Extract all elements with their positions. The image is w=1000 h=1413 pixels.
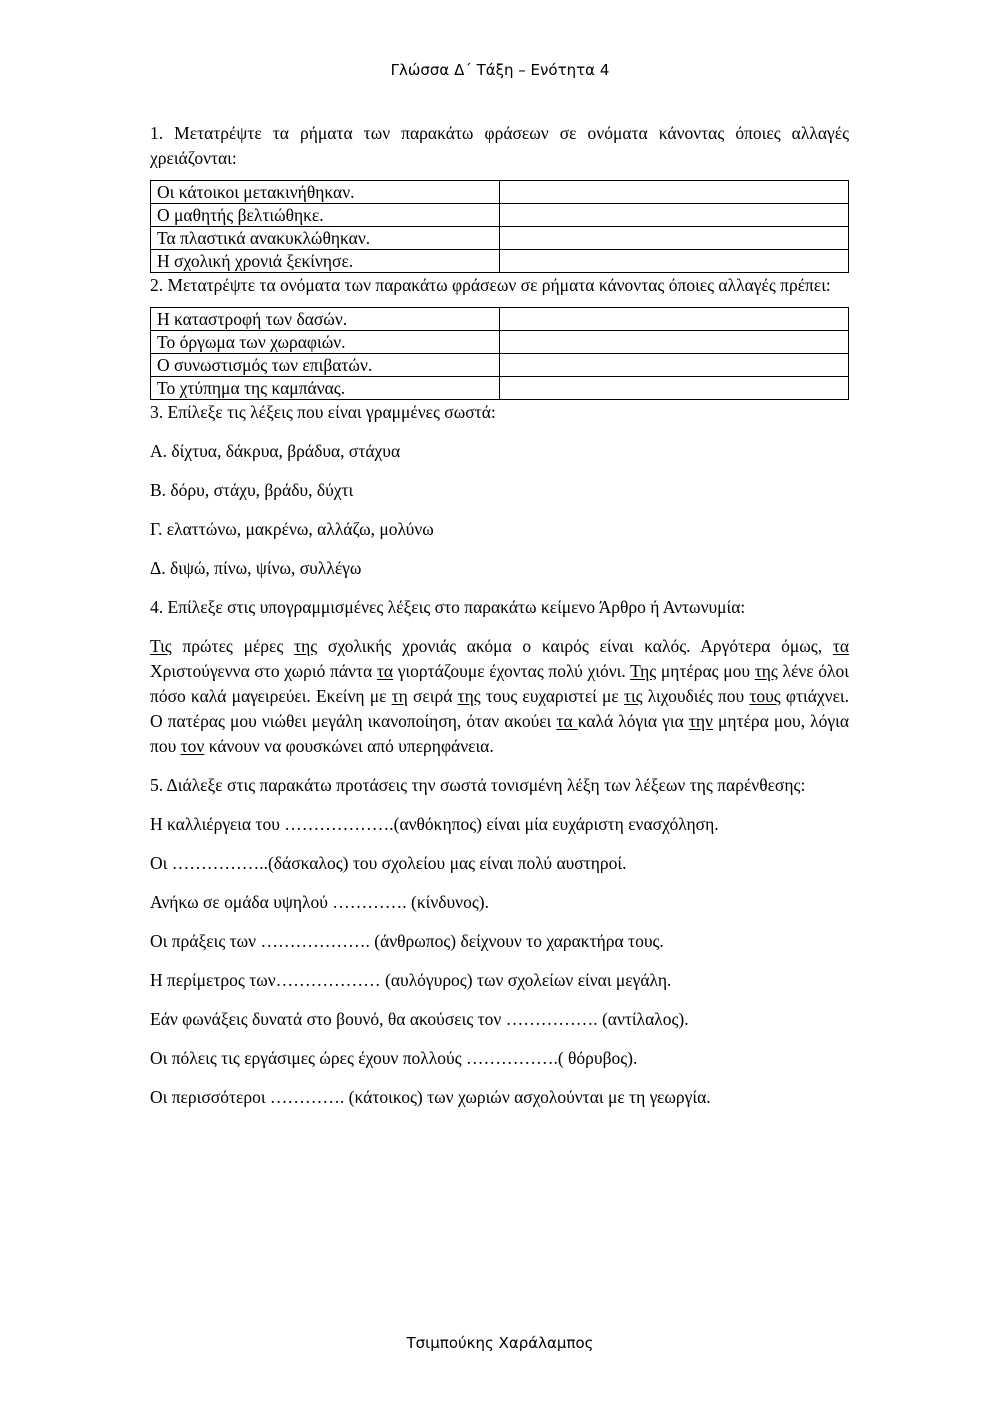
exercise-1-table bbox=[150, 180, 849, 273]
page-header: Γλώσσα Δ΄ Τάξη – Ενότητα 4 bbox=[390, 61, 610, 79]
phrase-cell: Η σχολική χρονιά ξεκίνησε. bbox=[151, 250, 500, 273]
exercise-3-option-b[interactable]: Β. δόρυ, στάχυ, βράδυ, δύχτι bbox=[150, 480, 354, 500]
table-row bbox=[151, 227, 849, 250]
passage-text: τους ευχαριστεί με bbox=[480, 686, 624, 706]
passage-text: μητέρα μου, λόγια που bbox=[150, 711, 849, 756]
underlined-word[interactable]: τα bbox=[832, 636, 850, 656]
exercise-5-instruction: 5. Διάλεξε στις παρακάτω προτάσεις την σωστά τονισμένη λέξη των λέξεων της παρένθεσης: bbox=[150, 775, 806, 795]
phrase-cell: Οι κάτοικοι μετακινήθηκαν. bbox=[151, 181, 500, 204]
passage-text: μητέρας μου bbox=[656, 661, 755, 681]
phrase-cell: Ο συνωστισμός των επιβατών. bbox=[151, 354, 500, 377]
answer-cell[interactable] bbox=[500, 354, 849, 377]
exercise-2-table bbox=[150, 307, 849, 400]
passage-text: κάνουν να φουσκώνει από υπερηφάνεια. bbox=[204, 736, 494, 756]
passage-text: λιχουδιές που bbox=[642, 686, 750, 706]
answer-cell[interactable] bbox=[500, 308, 849, 331]
underlined-word[interactable]: της bbox=[457, 686, 481, 706]
underlined-word[interactable]: Τις bbox=[150, 636, 172, 656]
page-footer: Τσιμπούκης Χαράλαμπος bbox=[406, 1334, 594, 1352]
exercise-2-instruction: 2. Μετατρέψτε τα ονόματα των παρακάτω φράσεων σε ρήματα κάνοντας όποιες αλλαγές πρέπει: bbox=[150, 275, 831, 295]
phrase-cell: Η καταστροφή των δασών. bbox=[151, 308, 500, 331]
table-row bbox=[151, 181, 849, 204]
underlined-word[interactable]: της bbox=[294, 636, 318, 656]
exercise-3-instruction: 3. Επίλεξε τις λέξεις που είναι γραμμένες σωστά: bbox=[150, 402, 496, 422]
phrase-cell: Τα πλαστικά ανακυκλώθηκαν. bbox=[151, 227, 500, 250]
exercise-5-sentence: Εάν φωνάξεις δυνατά στο βουνό, θα ακούσεις τον ……………. (αντίλαλος). bbox=[150, 1009, 689, 1029]
exercise-5-sentence: Ανήκω σε ομάδα υψηλού …………. (κίνδυνος). bbox=[150, 892, 489, 912]
exercise-5-sentence: Η περίμετρος των……………… (αυλόγυρος) των σχολείων είναι μεγάλη. bbox=[150, 970, 672, 990]
underlined-word[interactable]: τον bbox=[180, 736, 205, 756]
passage-text: φτιάχνει. Ο πατέρας μου νιώθει μεγάλη ικανοποίηση, όταν ακούει bbox=[150, 686, 849, 731]
answer-cell[interactable] bbox=[500, 250, 849, 273]
exercise-3-option-c[interactable]: Γ. ελαττώνω, μακρένω, αλλάζω, μολύνω bbox=[150, 519, 434, 539]
passage-text: Χριστούγεννα στο χωριό πάντα bbox=[150, 661, 377, 681]
answer-cell[interactable] bbox=[500, 181, 849, 204]
table-row bbox=[151, 204, 849, 227]
exercise-5-sentence: Οι πόλεις τις εργάσιμες ώρες έχουν πολλούς …………….( θόρυβος). bbox=[150, 1048, 638, 1068]
exercise-1-instruction: 1. Μετατρέψτε τα ρήματα των παρακάτω φράσεων σε ονόματα κάνοντας όποιες αλλαγές χρειάζονται: bbox=[150, 123, 849, 168]
table-row bbox=[151, 250, 849, 273]
phrase-cell: Το όργωμα των χωραφιών. bbox=[151, 331, 500, 354]
exercise-4-instruction: 4. Επίλεξε στις υπογραμμισμένες λέξεις στο παρακάτω κείμενο Άρθρο ή Αντωνυμία: bbox=[150, 597, 746, 617]
answer-cell[interactable] bbox=[500, 377, 849, 400]
table-row bbox=[151, 331, 849, 354]
underlined-word[interactable]: την bbox=[688, 711, 713, 731]
exercise-5-sentence: Οι περισσότεροι …………. (κάτοικος) των χωριών ασχολούνται με τη γεωργία. bbox=[150, 1087, 711, 1107]
answer-cell[interactable] bbox=[500, 204, 849, 227]
answer-cell[interactable] bbox=[500, 227, 849, 250]
worksheet-content bbox=[150, 121, 849, 1110]
answer-cell[interactable] bbox=[500, 331, 849, 354]
underlined-word[interactable]: τους bbox=[749, 686, 781, 706]
passage-text: λένε όλοι πόσο καλά μαγειρεύει. Εκείνη με bbox=[150, 661, 849, 706]
exercise-5-sentence: Η καλλιέργεια του ……………….(ανθόκηπος) είναι μία ευχάριστη ενασχόληση. bbox=[150, 814, 719, 834]
underlined-word[interactable]: τις bbox=[623, 686, 643, 706]
table-row bbox=[151, 308, 849, 331]
exercise-3-option-a[interactable]: Α. δίχτυα, δάκρυα, βράδυα, στάχυα bbox=[150, 441, 401, 461]
underlined-word[interactable]: Της bbox=[630, 661, 657, 681]
underlined-word[interactable]: τα bbox=[556, 711, 578, 731]
table-row bbox=[151, 354, 849, 377]
underlined-word[interactable]: τα bbox=[376, 661, 394, 681]
phrase-cell: Το χτύπημα της καμπάνας. bbox=[151, 377, 500, 400]
passage-text: σχολικής χρονιάς ακόμα ο καιρός είναι καλός. Αργότερα όμως, bbox=[317, 636, 833, 656]
passage-text: γιορτάζουμε έχοντας πολύ χιόνι. bbox=[393, 661, 631, 681]
underlined-word[interactable]: τη bbox=[391, 686, 408, 706]
phrase-cell: Ο μαθητής βελτιώθηκε. bbox=[151, 204, 500, 227]
underlined-word[interactable]: της bbox=[754, 661, 778, 681]
exercise-5-sentence: Οι πράξεις των ………………. (άνθρωπος) δείχνουν το χαρακτήρα τους. bbox=[150, 931, 664, 951]
passage-text: καλά λόγια για bbox=[577, 711, 689, 731]
passage-text: πρώτες μέρες bbox=[171, 636, 295, 656]
exercise-5-sentence: Οι ……………..(δάσκαλος) του σχολείου μας είναι πολύ αυστηροί. bbox=[150, 853, 627, 873]
table-row bbox=[151, 377, 849, 400]
exercise-4-passage bbox=[150, 634, 849, 759]
exercise-3-option-d[interactable]: Δ. διψώ, πίνω, ψίνω, συλλέγω bbox=[150, 558, 362, 578]
passage-text: σειρά bbox=[407, 686, 458, 706]
